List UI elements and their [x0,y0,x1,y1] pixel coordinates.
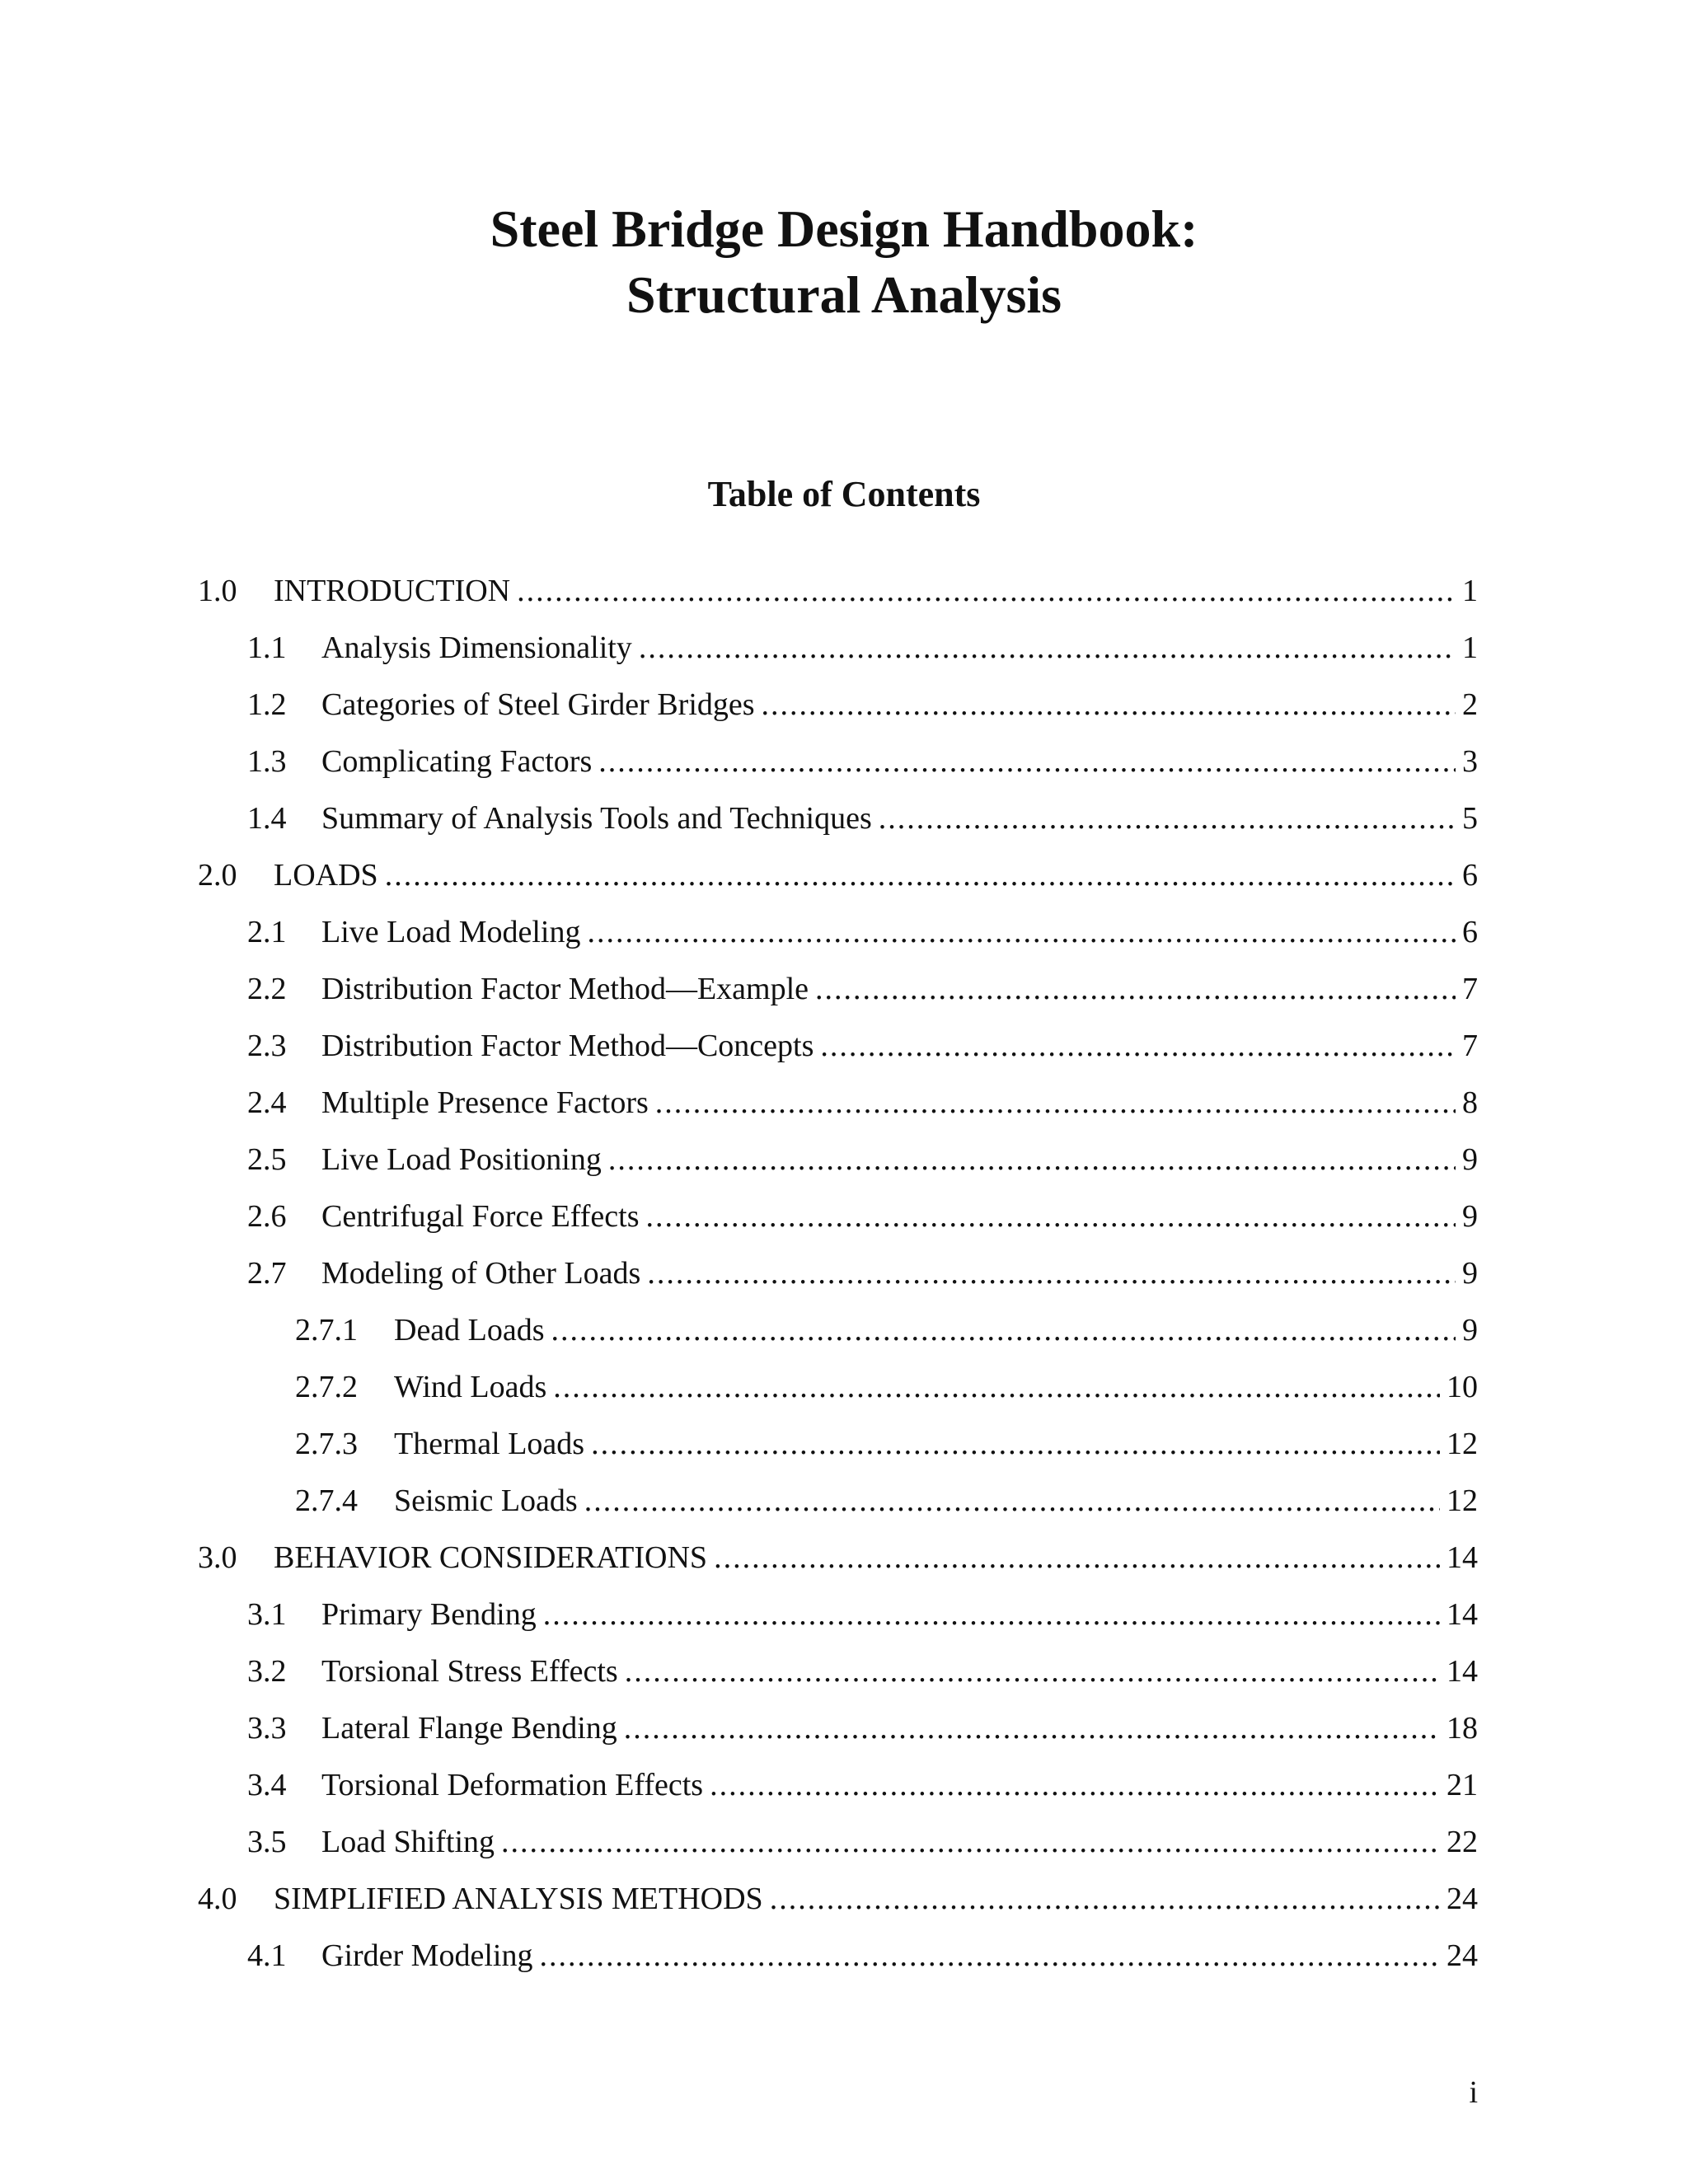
toc-dot-leader [553,1367,1440,1407]
toc-dot-leader [584,1481,1440,1521]
toc-dot-leader [551,1310,1456,1350]
toc-entry[interactable] [247,1634,1478,1691]
toc-entry-title: Live Load Modeling [321,915,581,949]
toc-dot-leader [639,628,1456,668]
toc-entry-number: 4.1 [247,1938,287,1973]
toc-entry[interactable] [247,1009,1478,1066]
toc-entry-page: 9 [1462,1256,1478,1291]
toc-heading: Table of Contents [707,474,981,514]
toc-entry-number: 3.5 [247,1825,287,1859]
toc-entry[interactable] [247,1805,1478,1862]
toc-entry-number: 3.3 [247,1711,287,1746]
toc-entry-number: 2.0 [198,858,237,893]
toc-entry-page: 24 [1447,1938,1478,1973]
toc-dot-leader [815,969,1456,1009]
toc-entry-page: 18 [1447,1711,1478,1746]
document-title-line-2: Structural Analysis [626,265,1062,324]
toc-entry[interactable] [198,1862,1478,1919]
toc-entry-title: LOADS [274,858,378,893]
toc-entry-number: 1.1 [247,630,287,665]
toc-entry-number: 4.0 [198,1882,237,1916]
toc-entry[interactable] [247,1236,1478,1293]
toc-entry-page: 2 [1462,687,1478,722]
toc-entry-number: 2.7.2 [295,1370,358,1404]
toc-entry[interactable] [247,1748,1478,1805]
toc-dot-leader [501,1822,1440,1862]
toc-entry-title: Primary Bending [321,1597,537,1632]
toc-entry[interactable] [198,1521,1478,1577]
toc-entry-page: 12 [1447,1427,1478,1461]
toc-entry[interactable] [247,1122,1478,1179]
toc-dot-leader [655,1083,1456,1122]
document-title-line-1: Steel Bridge Design Handbook: [490,199,1198,258]
toc-entry-title: Load Shifting [321,1825,495,1859]
toc-entry-title: Modeling of Other Loads [321,1256,641,1291]
toc-entry-title: Dead Loads [394,1313,545,1347]
toc-entry[interactable] [198,554,1478,611]
toc-entry-page: 8 [1462,1085,1478,1120]
toc-entry[interactable] [247,781,1478,838]
toc-entry-page: 9 [1462,1199,1478,1234]
toc-entry-page: 5 [1462,801,1478,836]
toc-entry-page: 3 [1462,744,1478,779]
toc-dot-leader [714,1538,1440,1577]
toc-entry[interactable] [198,838,1478,895]
toc-entry[interactable] [247,1691,1478,1748]
toc-entry-title: Torsional Stress Effects [321,1654,618,1689]
toc-dot-leader [762,685,1456,724]
toc-dot-leader [879,799,1456,838]
toc-entry-title: Girder Modeling [321,1938,533,1973]
toc-entry-title: SIMPLIFIED ANALYSIS METHODS [274,1882,763,1916]
toc-dot-leader [385,855,1456,895]
toc-entry[interactable] [247,668,1478,724]
toc-entry[interactable] [247,952,1478,1009]
toc-entry-number: 3.4 [247,1768,287,1802]
toc-dot-leader [591,1424,1440,1464]
toc-entry-number: 3.1 [247,1597,287,1632]
toc-entry-number: 2.7.4 [295,1483,358,1518]
toc-entry-page: 14 [1447,1654,1478,1689]
toc-entry-title: Distribution Factor Method—Concepts [321,1029,814,1063]
toc-entry-title: INTRODUCTION [274,574,511,608]
toc-entry-number: 3.0 [198,1540,237,1575]
toc-entry-title: Seismic Loads [394,1483,578,1518]
toc-entry-number: 1.2 [247,687,287,722]
toc-entry-page: 7 [1462,972,1478,1006]
toc-dot-leader [543,1595,1440,1634]
toc-entry-page: 10 [1447,1370,1478,1404]
toc-entry-title: Thermal Loads [394,1427,585,1461]
toc-entry-number: 1.3 [247,744,287,779]
toc-entry-number: 3.2 [247,1654,287,1689]
document-title [0,196,1688,328]
toc-dot-leader [539,1936,1440,1975]
toc-dot-leader [598,742,1456,781]
toc-dot-leader [587,912,1456,952]
toc-entry-page: 22 [1447,1825,1478,1859]
toc-entry-number: 2.4 [247,1085,287,1120]
toc-entry-page: 9 [1462,1313,1478,1347]
toc-entry[interactable] [295,1350,1478,1407]
toc-dot-leader [646,1197,1456,1236]
toc-entry-page: 24 [1447,1882,1478,1916]
toc-entry-page: 21 [1447,1768,1478,1802]
toc-entry-page: 12 [1447,1483,1478,1518]
toc-entry[interactable] [295,1293,1478,1350]
toc-entry-title: Centrifugal Force Effects [321,1199,640,1234]
toc-entry-page: 14 [1447,1540,1478,1575]
toc-entry-title: Live Load Positioning [321,1142,602,1177]
toc-entry-title: Multiple Presence Factors [321,1085,649,1120]
toc-entry-number: 2.5 [247,1142,287,1177]
toc-entry-page: 1 [1462,574,1478,608]
toc-entry-page: 9 [1462,1142,1478,1177]
toc-dot-leader [608,1140,1456,1179]
toc-entry-page: 1 [1462,630,1478,665]
toc-entry-title: BEHAVIOR CONSIDERATIONS [274,1540,708,1575]
toc-entry[interactable] [247,611,1478,668]
table-of-contents [0,554,1688,1971]
toc-entry-title: Distribution Factor Method—Example [321,972,809,1006]
toc-entry-title: Torsional Deformation Effects [321,1768,704,1802]
toc-entry-title: Complicating Factors [321,744,593,779]
toc-dot-leader [770,1879,1440,1919]
toc-entry-page: 14 [1447,1597,1478,1632]
toc-dot-leader [710,1765,1440,1805]
toc-dot-leader [517,571,1456,611]
toc-entry[interactable] [295,1464,1478,1521]
toc-entry[interactable] [247,1919,1478,1975]
toc-entry[interactable] [247,895,1478,952]
toc-entry-title: Wind Loads [394,1370,547,1404]
toc-entry-number: 2.3 [247,1029,287,1063]
toc-entry-title: Categories of Steel Girder Bridges [321,687,755,722]
toc-dot-leader [625,1652,1440,1691]
toc-entry-page: 6 [1462,858,1478,893]
toc-dot-leader [624,1708,1440,1748]
toc-entry[interactable] [247,1577,1478,1634]
toc-entry-number: 2.6 [247,1199,287,1234]
toc-entry-number: 2.7.3 [295,1427,358,1461]
toc-entry-number: 2.2 [247,972,287,1006]
page-number: i [1469,2075,1478,2110]
toc-entry-number: 2.7 [247,1256,287,1291]
toc-entry-number: 2.1 [247,915,287,949]
toc-entry[interactable] [247,1179,1478,1236]
toc-dot-leader [647,1254,1456,1293]
toc-entry-title: Summary of Analysis Tools and Techniques [321,801,872,836]
toc-entry[interactable] [247,1066,1478,1122]
toc-entry-page: 7 [1462,1029,1478,1063]
toc-dot-leader [820,1026,1456,1066]
toc-entry[interactable] [247,724,1478,781]
toc-entry-title: Lateral Flange Bending [321,1711,617,1746]
toc-entry-number: 1.4 [247,801,287,836]
toc-entry[interactable] [295,1407,1478,1464]
toc-entry-page: 6 [1462,915,1478,949]
toc-entry-number: 2.7.1 [295,1313,358,1347]
toc-entry-number: 1.0 [198,574,237,608]
toc-entry-title: Analysis Dimensionality [321,630,632,665]
